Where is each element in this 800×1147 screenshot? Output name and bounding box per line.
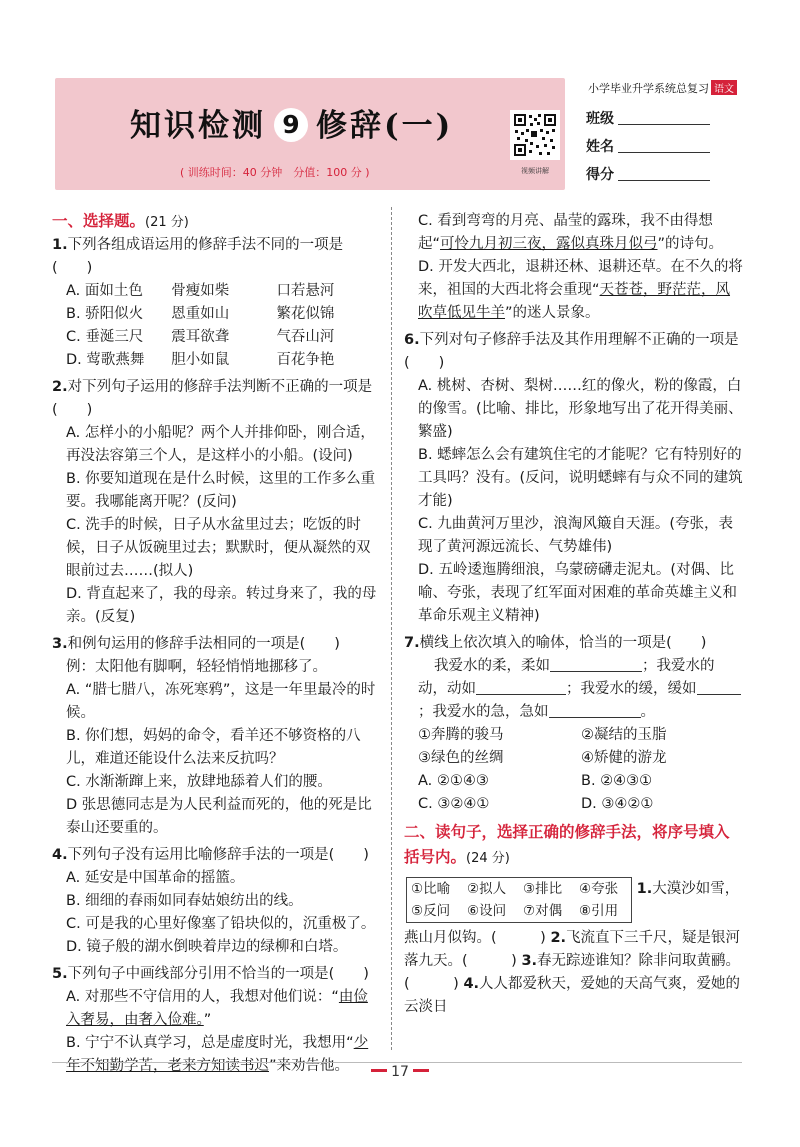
option-a-1: A. 面如土色	[66, 283, 143, 299]
option-d[interactable]: D. ③④②①	[581, 796, 654, 812]
vehicle-option: ③绿色的丝绸	[418, 750, 504, 766]
page-number	[362, 1064, 438, 1080]
score-field[interactable]	[586, 164, 710, 184]
option-a-end: ”	[203, 1012, 212, 1028]
option-c-3: 气吞山河	[276, 329, 335, 345]
option-row[interactable]	[52, 280, 382, 303]
question-1	[52, 234, 382, 372]
section-1-title: 一、选择题。	[52, 212, 146, 230]
option-c[interactable]: C. 九曲黄河万里沙，浪淘风簸自天涯。(夸张，表现了黄河源远流长、气势雄伟)	[418, 516, 733, 555]
page-subtitle: ( 训练时间：40 分钟 分值：100 分 )	[180, 166, 370, 179]
option-d-underlined: 天苍苍，野茫茫，风吹草低见牛羊	[418, 282, 731, 321]
option-c[interactable]: C. ③②④①	[418, 796, 490, 812]
vehicle-option: ④矫健的游龙	[581, 750, 667, 766]
choice-item: ②拟人	[467, 881, 507, 897]
question-number: 2.	[52, 379, 68, 395]
rhetoric-choices-box	[406, 877, 632, 923]
question-number: 7.	[404, 635, 420, 651]
question-5-continued	[404, 210, 744, 325]
item-text: 春无踪迹谁知？除非问取黄鹂。( )	[404, 953, 741, 992]
option-row[interactable]	[52, 349, 382, 372]
blank-2[interactable]	[476, 694, 566, 695]
option-a[interactable]: A. “腊七腊八，冻死寒鸦”，这是一年里最冷的时候。	[66, 682, 376, 721]
question-7-stem	[404, 632, 744, 655]
option-c-end: ”的诗句。	[657, 236, 724, 252]
fill-in-passage	[404, 655, 744, 678]
question-text: 下列各组成语运用的修辞手法不同的一项是( )	[52, 237, 344, 276]
question-2-stem	[52, 376, 382, 422]
choice-item: ③排比	[523, 881, 563, 897]
section-1-heading	[52, 210, 382, 234]
question-6	[404, 329, 744, 628]
choice-item: ⑥设问	[467, 903, 507, 919]
option-b[interactable]: B. ②④③①	[581, 773, 653, 789]
class-field[interactable]	[586, 108, 710, 128]
column-divider	[391, 207, 393, 1050]
passage-text: 我爱水的柔，柔如	[434, 658, 550, 674]
option-a-2: 骨瘦如柴	[171, 283, 230, 299]
qr-code-icon[interactable]	[510, 110, 560, 160]
name-label: 姓名	[586, 139, 614, 155]
page-number-dash	[413, 1069, 429, 1072]
option-c[interactable]: C. 可是我的心里好像塞了铅块似的，沉重极了。	[66, 916, 376, 932]
fill-in-passage	[404, 678, 744, 701]
option-b-2: 恩重如山	[171, 306, 230, 322]
title-number-badge: 9	[274, 108, 308, 142]
fill-in-passage	[404, 701, 744, 724]
series-label	[588, 80, 737, 96]
option-b-1: B. 骄阳似火	[66, 306, 144, 322]
option-b[interactable]	[52, 1032, 382, 1078]
option-a[interactable]: A. 桃树、杏树、梨树……红的像火，粉的像霞，白的像雪。(比喻、排比，形象地写出了花开得美丽、繁盛)	[418, 378, 743, 440]
option-d[interactable]: D 张思德同志是为人民利益而死的，他的死是比泰山还要重的。	[66, 797, 372, 836]
option-c-text: C. 看到弯弯的月亮、晶莹的露珠，我不由得想起“	[418, 213, 713, 252]
title-prefix: 知识检测	[130, 108, 266, 144]
option-a[interactable]: A. 怎样小的小船呢？两个人并排仰卧，刚合适，再没法容第三个人，是这样小的小船。(设问)	[66, 425, 375, 464]
question-text: 下列句子中画线部分引用不恰当的一项是( )	[67, 966, 369, 982]
section-2-heading	[404, 820, 744, 871]
question-6-stem	[404, 329, 744, 375]
passage-text: ；我爱水的缓，缓如	[566, 681, 697, 697]
score-label: 得分	[586, 167, 614, 183]
question-4-stem	[52, 844, 382, 867]
item-text: 飞流直下三千尺，疑是银河落九天。( )	[404, 930, 741, 969]
option-row[interactable]	[52, 326, 382, 349]
question-3	[52, 633, 382, 840]
vehicle-options	[404, 724, 744, 770]
page-number-text: 17	[391, 1064, 409, 1080]
question-text: 下列对句子修辞手法及其作用理解不正确的一项是( )	[404, 332, 739, 371]
item-text: 人人都爱秋天，爱她的天高气爽，爱她的云淡日	[404, 976, 741, 1015]
blank-4[interactable]	[549, 717, 641, 718]
option-a[interactable]	[52, 986, 382, 1032]
choice-item: ⑧引用	[579, 903, 619, 919]
blank-1[interactable]	[550, 671, 642, 672]
question-4	[52, 844, 382, 959]
option-d[interactable]: D. 镜子般的湖水倒映着岸边的绿柳和白塔。	[66, 939, 348, 955]
qr-label: 视频讲解	[521, 167, 549, 175]
question-5-stem	[52, 963, 382, 986]
option-b[interactable]: B. 你要知道现在是什么时候，这里的工作多么重要。我哪能离开呢？(反问)	[66, 471, 376, 510]
item-number: 2.	[550, 930, 567, 946]
vehicle-option: ②凝结的玉脂	[581, 727, 667, 743]
question-text: 横线上依次填入的喻体，恰当的一项是( )	[419, 635, 707, 651]
option-d[interactable]: D. 背直起来了，我的母亲。转过身来了，我的母亲。(反复)	[66, 586, 377, 625]
option-d-end: ”的迷人景象。	[505, 305, 600, 321]
question-2	[52, 376, 382, 629]
page-title	[130, 100, 453, 145]
section-2-title: 二、读句子，选择正确的修辞手法，将序号填入括号内。	[404, 823, 730, 866]
item-number: 1.	[636, 881, 653, 897]
passage-text: ；我爱水的	[642, 658, 715, 674]
question-number: 5.	[52, 966, 68, 982]
option-b[interactable]: B. 你们想，妈妈的命令，看羊还不够资格的八儿，难道还能设什么法来反抗吗？	[66, 728, 361, 767]
question-number: 6.	[404, 332, 420, 348]
option-d-text: D. 开发大西北，退耕还林、退耕还草。在不久的将来，祖国的大西北将会重现“	[418, 259, 743, 298]
option-c[interactable]	[404, 210, 744, 256]
class-label: 班级	[586, 111, 614, 127]
option-d-2: 胆小如鼠	[171, 352, 230, 368]
option-a[interactable]: A. 延安是中国革命的摇篮。	[66, 870, 245, 886]
subject-badge: 语文	[711, 80, 737, 95]
passage-text: 动，动如	[418, 681, 476, 697]
passage-text: 。	[640, 704, 655, 720]
option-b-text: B. 宁宁不认真学习，总是虚度时光，我想用“	[66, 1035, 354, 1051]
choice-item: ⑦对偶	[523, 903, 563, 919]
option-d-3: 百花争艳	[276, 352, 335, 368]
left-column	[52, 210, 382, 1082]
example-sentence: 例：太阳他有脚啊，轻轻悄悄地挪移了。	[66, 659, 327, 675]
right-column	[404, 210, 744, 1019]
item-text: 大漠沙如雪，燕山月似钩。( )	[404, 881, 740, 946]
option-b-end: ”来劝告他。	[269, 1058, 350, 1074]
student-info-box	[574, 98, 742, 190]
class-blank[interactable]	[618, 112, 710, 125]
item-number: 4.	[463, 976, 480, 992]
section-2-points: (24 分)	[466, 851, 510, 866]
item-number: 3.	[521, 953, 538, 969]
title-banner	[55, 78, 565, 190]
question-text: 对下列句子运用的修辞手法判断不正确的一项是( )	[52, 379, 373, 418]
footer-rule	[52, 1062, 742, 1063]
question-text: 下列句子没有运用比喻修辞手法的一项是( )	[67, 847, 369, 863]
name-field[interactable]	[586, 136, 710, 156]
answer-options	[404, 770, 744, 816]
question-number: 1.	[52, 237, 68, 253]
option-b-underlined: 少年不知勤学苦，老来方知读书迟	[66, 1035, 369, 1074]
option-c[interactable]: C. 洗手的时候，日子从水盆里过去；吃饭的时候，日子从饭碗里过去；默默时，便从凝然的双眼前过去……(拟人)	[66, 517, 371, 579]
question-3-stem	[52, 633, 382, 656]
choice-item: ④夸张	[579, 881, 619, 897]
option-b[interactable]: B. 细细的春雨如同春姑娘纺出的线。	[66, 893, 303, 909]
section-1-points: (21 分)	[145, 215, 189, 230]
option-d-1: D. 莺歌燕舞	[66, 352, 145, 368]
series-text: 小学毕业升学系统总复习	[588, 82, 709, 95]
blank-3[interactable]	[697, 694, 741, 695]
question-number: 4.	[52, 847, 68, 863]
question-5	[52, 963, 382, 1078]
option-b[interactable]: B. 蟋蟀怎么会有建筑住宅的才能呢？它有特别好的工具吗？没有。(反问，说明蟋蟀有与众不同的建筑才能)	[418, 447, 743, 509]
choice-item: ⑤反问	[411, 903, 451, 919]
option-a-3: 口若悬河	[276, 283, 335, 299]
passage-text: ；我爱水的急，急如	[418, 704, 549, 720]
option-a-underlined: 由俭入奢易，由奢入俭难。	[66, 989, 368, 1028]
vehicle-option: ①奔腾的骏马	[418, 727, 504, 743]
score-blank[interactable]	[618, 168, 710, 181]
title-suffix: 修辞(一)	[316, 108, 454, 144]
option-b-3: 繁花似锦	[276, 306, 335, 322]
question-number: 3.	[52, 636, 68, 652]
option-d[interactable]	[404, 256, 744, 325]
option-c-1: C. 垂涎三尺	[66, 329, 144, 345]
page-number-dash	[371, 1069, 387, 1072]
name-blank[interactable]	[618, 140, 710, 153]
question-7	[404, 632, 744, 816]
option-c[interactable]: C. 水渐渐蹿上来，放肆地舔着人们的腰。	[66, 774, 332, 790]
choice-item: ①比喻	[411, 881, 451, 897]
option-c-2: 震耳欲聋	[171, 329, 230, 345]
option-c-underlined: 可怜九月初三夜，露似真珠月似弓	[440, 236, 658, 252]
option-row[interactable]	[52, 303, 382, 326]
question-1-stem	[52, 234, 382, 280]
question-text: 和例句运用的修辞手法相同的一项是( )	[67, 636, 340, 652]
option-a-text: A. 对那些不守信用的人，我想对他们说：“	[66, 989, 339, 1005]
option-a[interactable]: A. ②①④③	[418, 773, 489, 789]
option-d[interactable]: D. 五岭逶迤腾细浪，乌蒙磅礴走泥丸。(对偶、比喻、夸张，表现了红军面对困难的革命英雄主义和革命乐观主义精神)	[418, 562, 737, 624]
